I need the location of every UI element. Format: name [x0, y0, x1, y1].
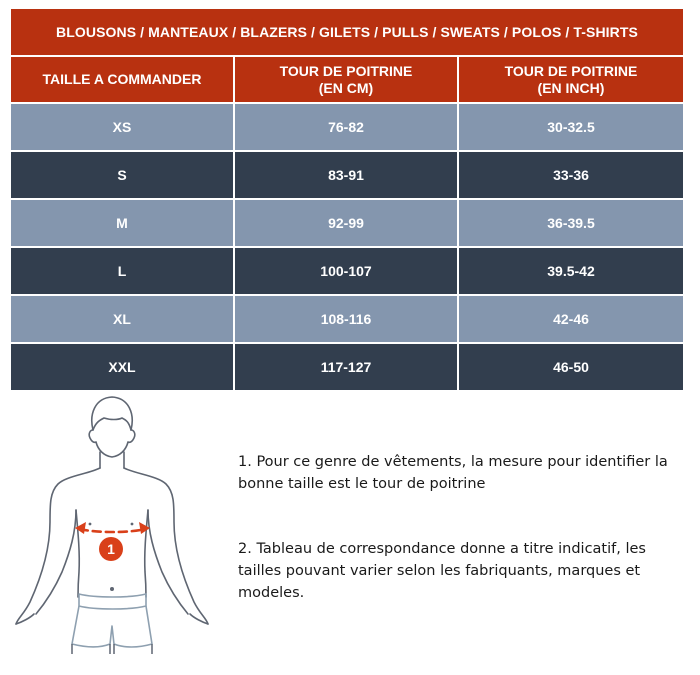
marker-label: 1	[107, 541, 115, 557]
inch-cell: 30-32.5	[459, 104, 683, 150]
cm-cell: 108-116	[235, 296, 457, 342]
inch-cell: 36-39.5	[459, 200, 683, 246]
inch-cell: 39.5-42	[459, 248, 683, 294]
header-chest-cm: TOUR DE POITRINE (EN CM)	[235, 57, 457, 102]
cm-cell: 92-99	[235, 200, 457, 246]
inch-cell: 33-36	[459, 152, 683, 198]
cm-cell: 76-82	[235, 104, 457, 150]
table-row	[11, 200, 683, 246]
cm-cell: 100-107	[235, 248, 457, 294]
table-row	[11, 104, 683, 150]
size-cell: L	[11, 248, 233, 294]
table-row	[11, 344, 683, 390]
header-chest-inch: TOUR DE POITRINE (EN INCH)	[459, 57, 683, 102]
cm-cell: 83-91	[235, 152, 457, 198]
size-cell: XS	[11, 104, 233, 150]
note-1: 1. Pour ce genre de vêtements, la mesure pour identifier la bonne taille est le tour de poitrine	[238, 454, 668, 492]
torso-outline-icon	[0, 392, 240, 670]
inch-cell: 42-46	[459, 296, 683, 342]
table-title: BLOUSONS / MANTEAUX / BLAZERS / GILETS / PULLS / SWEATS / POLOS / T-SHIRTS	[11, 9, 683, 55]
size-cell: XL	[11, 296, 233, 342]
table-row	[11, 152, 683, 198]
header-size: TAILLE A COMMANDER	[11, 57, 233, 102]
measurement-notes	[238, 451, 688, 604]
note-2: 2. Tableau de correspondance donne a titre indicatif, les tailles pouvant varier selon les fabriquants, marques et modeles.	[238, 541, 646, 601]
table-row	[11, 296, 683, 342]
table-header-row	[11, 57, 683, 102]
size-cell: S	[11, 152, 233, 198]
cm-cell: 117-127	[235, 344, 457, 390]
size-cell: M	[11, 200, 233, 246]
body-measurement-figure	[0, 392, 240, 670]
size-cell: XXL	[11, 344, 233, 390]
size-chart-table	[11, 9, 683, 390]
table-row	[11, 248, 683, 294]
inch-cell: 46-50	[459, 344, 683, 390]
